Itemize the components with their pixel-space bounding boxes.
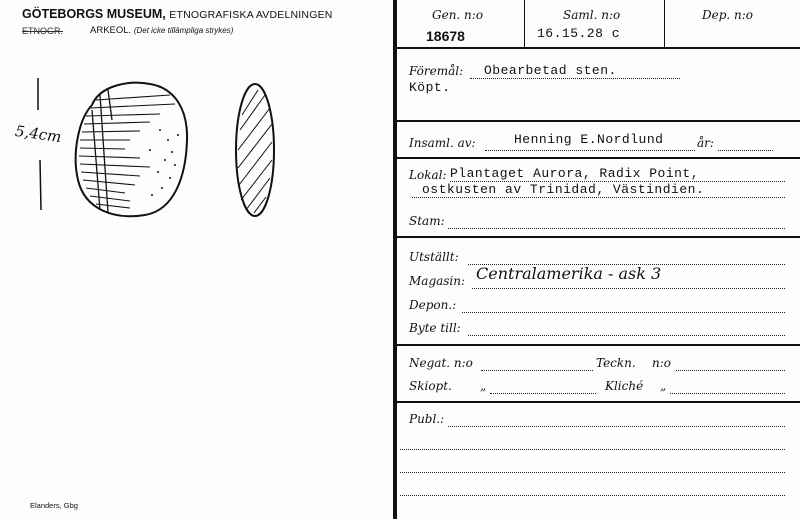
teckn-no-label: n:o <box>652 356 671 370</box>
foremal-label: Föremål: <box>409 64 464 78</box>
scale-label: 5,4cm <box>13 121 63 147</box>
foremal-value: Obearbetad sten. <box>484 63 617 78</box>
stone-front-view <box>76 83 187 217</box>
ar-dots <box>718 150 773 151</box>
card-divider <box>393 0 397 519</box>
arkeol-label: ARKEOL. <box>90 25 132 36</box>
saml-value: 16.15.28 c <box>537 26 621 41</box>
rule-stam <box>397 236 800 238</box>
arkeol-line <box>90 25 233 36</box>
byte-dots <box>468 335 785 336</box>
utstallt-label: Utställt: <box>409 250 459 264</box>
rule-byte <box>397 344 800 346</box>
stone-side-view <box>236 84 274 216</box>
gen-value: 18678 <box>426 28 465 44</box>
ar-label: år: <box>697 136 714 150</box>
insaml-dots <box>485 150 695 151</box>
kliche-dots <box>670 393 785 394</box>
publ-dots-3 <box>400 472 785 473</box>
lokal-dots-1 <box>450 181 785 182</box>
rule-foremal <box>397 120 800 122</box>
magasin-label: Magasin: <box>409 274 466 288</box>
museum-header <box>22 7 333 21</box>
arkeol-note: (Det icke tillämpliga strykes) <box>133 26 234 35</box>
gen-label: Gen. n:o <box>432 8 484 22</box>
kliche-label: Kliché <box>605 379 644 393</box>
department-name: ETNOGRAFISKA AVDELNINGEN <box>169 9 333 21</box>
stam-dots <box>448 228 785 229</box>
ditto-mark-2: „ <box>660 379 667 393</box>
magasin-value: Centralamerika - ask 3 <box>476 264 662 283</box>
skiopt-dots <box>490 393 596 394</box>
lokal-label: Lokal: <box>409 168 447 182</box>
depon-label: Depon.: <box>409 298 457 312</box>
teckn-label: Teckn. <box>596 356 636 370</box>
teckn-dots <box>676 370 785 371</box>
kopt-note: Köpt. <box>409 80 451 95</box>
lokal-dots-2 <box>412 197 785 198</box>
negat-dots <box>481 370 593 371</box>
lokal-line-2: ostkusten av Trinidad, Västindien. <box>422 182 705 197</box>
insaml-value: Henning E.Nordlund <box>514 132 664 147</box>
saml-label: Saml. n:o <box>563 8 621 22</box>
publ-label: Publ.: <box>409 412 445 426</box>
rule-skiopt <box>397 401 800 403</box>
negat-label: Negat. n:o <box>409 356 473 370</box>
header-separator-1 <box>524 0 525 47</box>
skiopt-label: Skiopt. <box>409 379 452 393</box>
scale-line-bottom <box>40 160 41 210</box>
rule-insaml <box>397 157 800 159</box>
publ-dots-2 <box>400 449 785 450</box>
foremal-dots <box>470 78 680 79</box>
dep-label: Dep. n:o <box>702 8 754 22</box>
museum-name: GÖTEBORGS MUSEUM, <box>22 7 166 21</box>
publ-dots-4 <box>400 495 785 496</box>
publ-dots-1 <box>448 426 785 427</box>
magasin-dots <box>472 288 785 289</box>
depon-dots <box>462 312 785 313</box>
lokal-line-1: Plantaget Aurora, Radix Point, <box>450 166 700 181</box>
printer-imprint: Elanders, Gbg <box>30 501 78 510</box>
insaml-label: Insaml. av: <box>409 136 476 150</box>
header-rule <box>397 47 800 49</box>
ditto-mark-1: „ <box>480 379 487 393</box>
header-separator-2 <box>664 0 665 47</box>
stam-label: Stam: <box>409 214 445 228</box>
etnogr-struck: ETNOGR. <box>22 26 64 36</box>
byte-label: Byte till: <box>409 321 461 335</box>
stone-drawing <box>0 60 300 230</box>
